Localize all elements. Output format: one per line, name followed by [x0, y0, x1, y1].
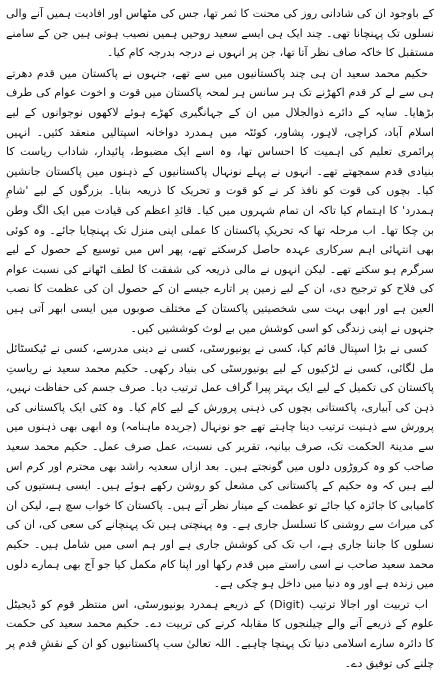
paragraph-1: کے باوجود ان کی شادانی روز کی محنت کا ثمر تھا، جس کی مٹھاس اور افادیت ہمیں آنے والی نسلوں تک پہنچانا تھی۔ چند ایک ہی ایسے سعید روحیں ہمیں نصیب ہوتی ہیں جن کے سامنے مستقبل کا خاکہ صاف نظر آتا تھا، جن پر انہوں نے درجہ بدرجہ کام کیا۔	[6, 7, 434, 60]
paragraph-2: حکیم محمد سعید ان ہی چند پاکستانیوں میں سے تھے، جنہوں نے پاکستان میں قدم دھرتے ہی سے لے کر قدم اکھڑنے تک ہر سانس ہر لمحہ پاکستان میں قوت و اخوت عوام کی طرف بڑھایا۔ سایہ کے دائرے ذوالجلال میں ان کے جہانگیری کھڑے ہوئے لاکھوں نوجوانوں کے لیے اسلام آباد، کراچی، لاہور، پشاور، کوئٹہ میں ہمدرد دواخانہ اسپتالیں منعقد کئیں۔ انہیں پرائمری تعلیم کی اہمیت کا احساس تھا، وہ اسے ایک مضبوط، پائیدار، شاداب ریاست کا بنیادی قدم سمجھتے تھے۔ انہوں نے پہلے نونہال پاکستانیوں کے ذہنوں میں پاکستان جانشین کیا۔ بچوں کی قوت کو نافذ کر نے کو قوت و تحریک کا ذریعہ بنایا۔ بزرگوں کے لیے 'شامِ ہمدرد' کا اہتمام کیا تاکہ ان تمام شہروں میں کیا۔ قائدِ اعظم کی قیادت میں ایک الگ وطن بن چکا تھا۔ اب مرحلہ تھا کہ تحریکِ پاکستان کا عملی اپنی منزل تک پہنچایا جائے۔ وہ کوئی بھی انتہائی اہم سرکاری عہدہ حاصل کرسکتے تھے، پھر اس میں توسیع کے حصول کے لیے سرگرم ہو سکتے تھے۔ لیکن انہوں نے مالی ذریعہ کی شفقت کا لطف اٹھانے کی نسبت عوام کی فلاح کو ترجیح دی، ان کے لیے زمین پر اتارے جیسے ان کے حصول ان کی عظمت کا نصب العین ہے اور ابھی بہت سی شخصیتیں پاکستان کے مختلف صوبوں میں ایسی ابھر آتی ہیں جنہوں نے اپنی زندگی کو اسی کوشش میں بے لوث کوششیں کیں۔	[6, 66, 434, 335]
paragraph-3: کسی نے بڑا اسپتال قائم کیا، کسی نے یونیورسٹی، کسی نے دینی مدرسے، کسی نے ٹیکسٹائل مل لگائی، کسی نے لڑکیوں کے لیے یونیورسٹی کی بنیاد رکھی۔ حکیم محمد سعید نے ریاستِ پاکستان کی تکمیل کے لیے ایک بہتر پیرا گراف عمل ترتیب دیا۔ صرف جسم کی حفاظت نہیں، ذہن کی آبیاری، پاکستانی بچوں کی ذہنی پرورش کے لیے کام کیا۔ وہ کئی ایک پاکستانی کی پرورش سے ذہنیت ترتیب دینا چاہتے تھے جو نونہال (جریدہ ماہنامہ) وہ ابھی بھی ذہنوں میں سے مدینۃ الحکمت تک، صرف بیانیہ، تقریر کی نسبت، عمل صرف عمل۔ حکیم محمد سعید صاحب کو وہ کروڑوں دلوں میں گونجتے ہیں۔ بعد ازاں سعدیہ راشد بھی محترم اور کرم اس لیے ہیں کہ وہ حکیم کے پاکستانی کی مشعل کو روشن رکھے ہوئے ہیں۔ ایسی ہستیوں کی کامیابی کا جائزہ کیا جائے تو عظمت کے مینار نظر آتے ہیں۔ پاکستان کا خواب سچ ہے، لیکن ان کی میراث سے روشنی کا تسلسل جاری ہے۔ وہ پہنچتی ہیں تک پہنچانے کی سعی کی، ان کی نسلوں کا جاننا جاری ہے، اب تک کی کوشش جاری ہے اور ہم اسی میں شامل ہیں۔ حکیم محمد سعید صاحب نے اسی راستے میں قدم رکھا اور اپنا کام مکمل کیا جو آج بھی ہمارے دلوں میں زندہ ہے اور وہ دنیا میں داخل ہو چکی ہے۔	[6, 342, 434, 591]
paragraph-4: اب تربیت اور اجالا ترتیب (Digit) کے ذریعے ہمدرد یونیورسٹی، اس منتظر قوم کو ڈیجیٹل علوم کے ذریعے آنے والے چیلنجوں کا مقابلہ کرنے کی تربیت دے۔ حکیم محمد سعید کی حکمت کا دائرہ سارے اسلامی دنیا تک پہنچا چاہیے۔ اللہ تعالیٰ سب پاکستانیوں کو ان کے نقشِ قدم پر چلنے کی توفیق دے۔	[6, 597, 434, 670]
